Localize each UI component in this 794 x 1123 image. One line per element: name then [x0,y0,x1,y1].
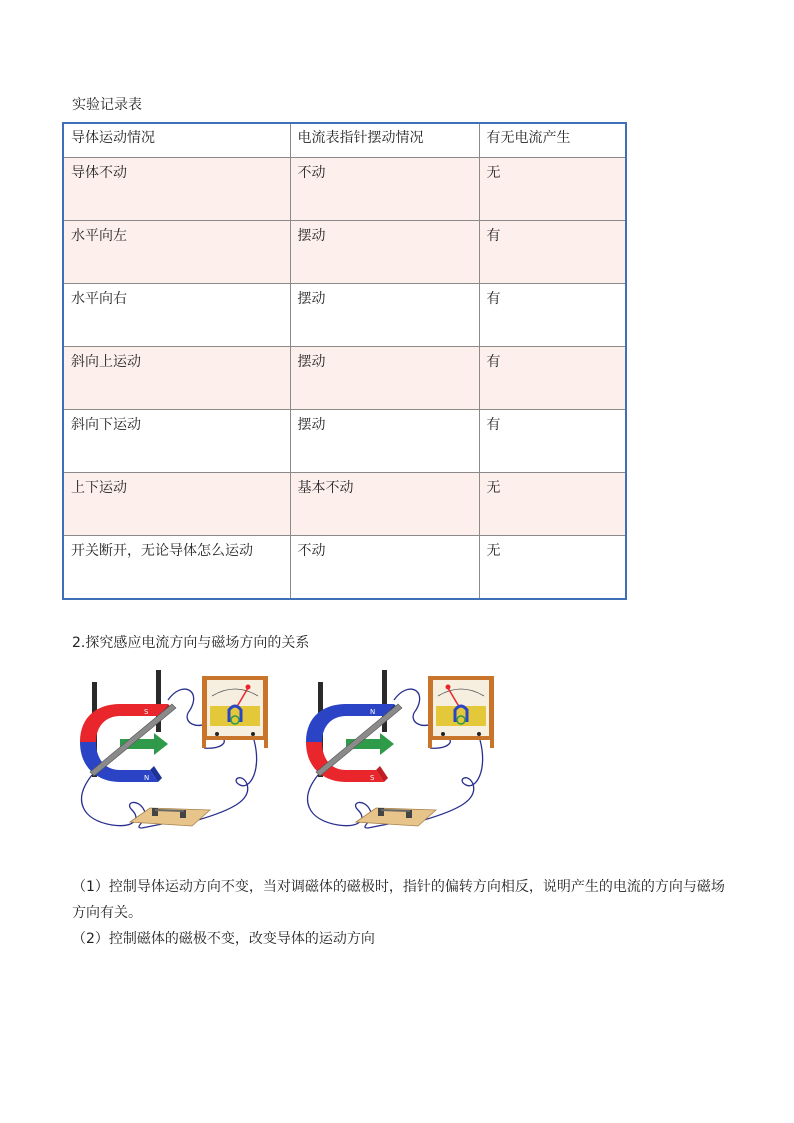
cell-needle: 摆动 [290,221,479,284]
table-row [63,347,626,410]
table-row [63,473,626,536]
cell-motion: 水平向右 [63,284,290,347]
cell-current: 无 [479,536,626,600]
cell-needle: 摆动 [290,284,479,347]
cell-current: 有 [479,410,626,473]
header-conductor-motion: 导体运动情况 [63,123,290,158]
cell-needle: 不动 [290,158,479,221]
cell-current: 无 [479,473,626,536]
table-row [63,536,626,600]
table-caption: 实验记录表 [72,97,142,113]
cell-current: 无 [479,158,626,221]
table-header-row [63,123,626,158]
cell-motion: 水平向左 [63,221,290,284]
cell-current: 有 [479,347,626,410]
experiment-record-table [62,122,627,600]
paragraph-1: （1）控制导体运动方向不变，当对调磁体的磁极时，指针的偏转方向相反，说明产生的电流的方向与磁场方向有关。 [72,879,725,921]
magnet-label-n: N [144,774,150,782]
ammeter [428,676,494,748]
magnet-label-s: S [370,774,375,782]
cell-needle: 摆动 [290,347,479,410]
table-row [63,158,626,221]
section-2-title: 2.探究感应电流方向与磁场方向的关系 [72,635,310,651]
cell-needle: 摆动 [290,410,479,473]
header-needle-swing: 电流表指针摆动情况 [290,123,479,158]
magnet-label-s: S [144,708,149,716]
magnet-label-n: N [370,708,376,716]
cell-motion: 开关断开，无论导体怎么运动 [63,536,290,600]
cell-motion: 斜向下运动 [63,410,290,473]
cell-motion: 斜向上运动 [63,347,290,410]
cell-motion: 导体不动 [63,158,290,221]
cell-current: 有 [479,284,626,347]
paragraph-2: （2）控制磁体的磁极不变，改变导体的运动方向 [72,931,375,947]
induction-experiment-figure [72,660,516,838]
table-row [63,221,626,284]
ammeter [202,676,268,748]
cell-needle: 不动 [290,536,479,600]
table-row [63,410,626,473]
cell-current: 有 [479,221,626,284]
cell-motion: 上下运动 [63,473,290,536]
cell-needle: 基本不动 [290,473,479,536]
table-row [63,284,626,347]
header-current-produced: 有无电流产生 [479,123,626,158]
